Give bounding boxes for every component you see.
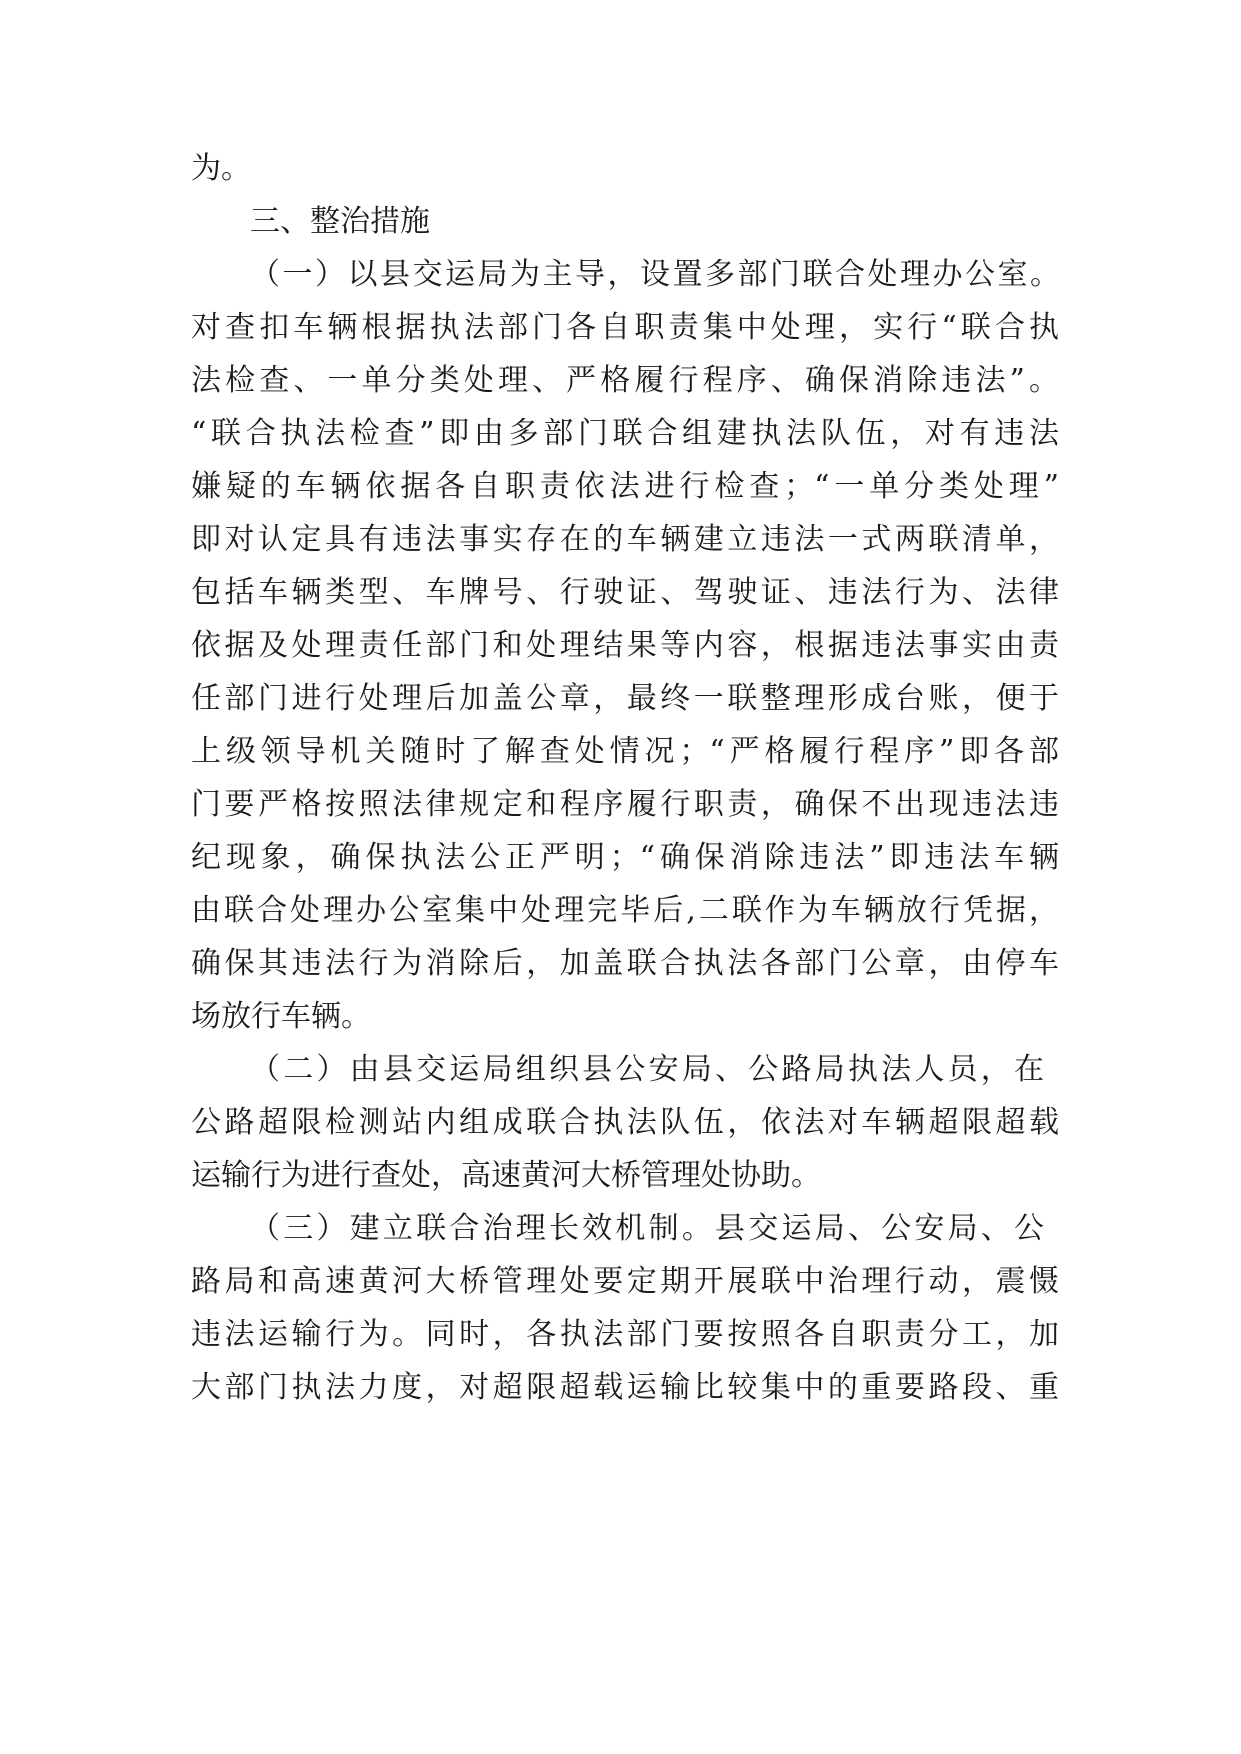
text-line: 任部门进行处理后加盖公章，最终一联整理形成台账，便于	[191, 681, 1059, 716]
text-line: 依据及处理责任部门和处理结果等内容，根据违法事实由责	[191, 628, 1059, 663]
text-line: （三）建立联合治理长效机制。县交运局、公安局、公	[250, 1211, 1044, 1246]
text-line: 确保其违法行为消除后，加盖联合执法各部门公章，由停车	[191, 946, 1059, 981]
text-line: （一）以县交运局为主导，设置多部门联合处理办公室。	[250, 257, 1060, 292]
text-line: 大部门执法力度，对超限超载运输比较集中的重要路段、重	[191, 1370, 1059, 1405]
text-line: 法检查、一单分类处理、严格履行程序、确保消除违法”。	[191, 363, 1059, 398]
text-line: 嫌疑的车辆依据各自职责依法进行检查；“一单分类处理”	[191, 469, 1059, 504]
text-line: 违法运输行为。同时，各执法部门要按照各自职责分工，加	[191, 1317, 1059, 1352]
section-heading: 三、整治措施	[250, 204, 430, 239]
text-line: “联合执法检查”即由多部门联合组建执法队伍，对有违法	[191, 416, 1059, 451]
text-line: 场放行车辆。	[191, 999, 371, 1034]
text-line: 公路超限检测站内组成联合执法队伍，依法对车辆超限超载	[191, 1105, 1059, 1140]
text-line: 对查扣车辆根据执法部门各自职责集中处理，实行“联合执	[191, 310, 1059, 345]
text-line: 由联合处理办公室集中处理完毕后,二联作为车辆放行凭据，	[191, 893, 1059, 928]
text-line: 运输行为进行查处，高速黄河大桥管理处协助。	[191, 1158, 821, 1193]
text-line: 路局和高速黄河大桥管理处要定期开展联中治理行动，震慑	[191, 1264, 1059, 1299]
text-line: （二）由县交运局组织县公安局、公路局执法人员，在	[250, 1052, 1044, 1087]
text-line: 为。	[191, 151, 251, 186]
text-line: 上级领导机关随时了解查处情况；“严格履行程序”即各部	[191, 734, 1059, 769]
text-line: 包括车辆类型、车牌号、行驶证、驾驶证、违法行为、法律	[191, 575, 1059, 610]
text-line: 纪现象，确保执法公正严明；“确保消除违法”即违法车辆	[191, 840, 1059, 875]
text-line: 即对认定具有违法事实存在的车辆建立违法一式两联清单，	[191, 522, 1059, 557]
text-line: 门要严格按照法律规定和程序履行职责，确保不出现违法违	[191, 787, 1059, 822]
